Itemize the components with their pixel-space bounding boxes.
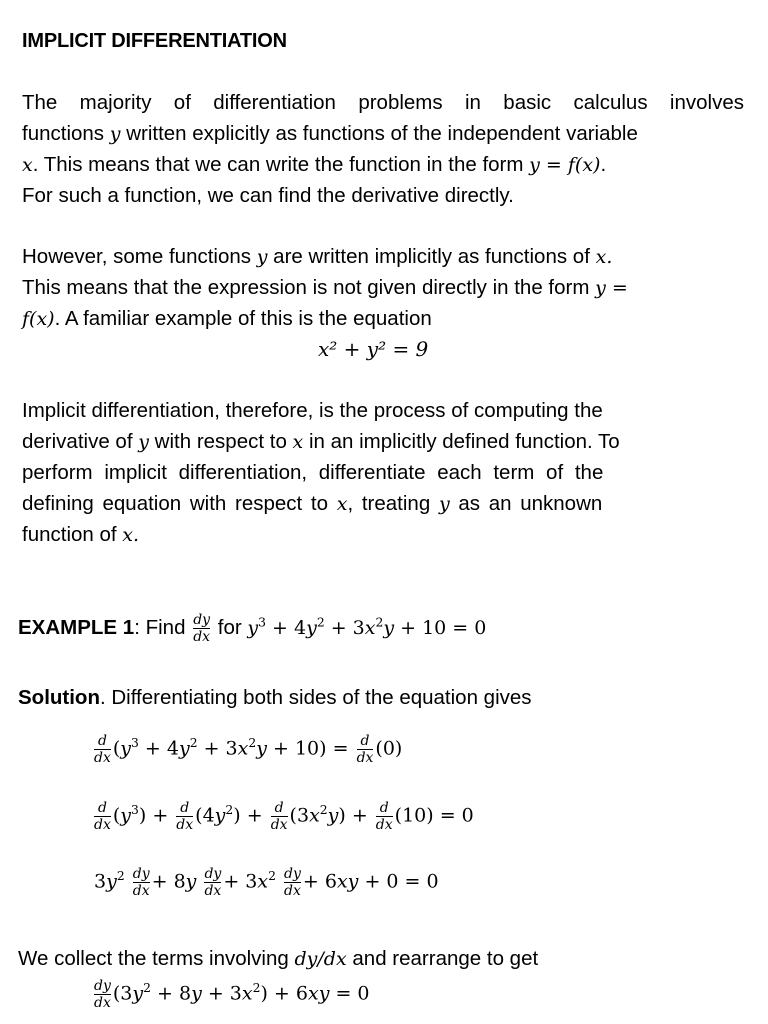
- d-dx-fraction: [94, 800, 111, 833]
- collect-text-a: We collect the terms involving: [18, 947, 289, 970]
- solution-text: . Differentiating both sides of the equation gives: [99, 686, 532, 709]
- final-equation: $\frac{dy}{dx}$ $(3y^2 + 8y + 3x^2) + 6xy = 0$: [94, 978, 370, 1011]
- para2-line3-text: . A familiar example of this is the equation: [54, 307, 432, 330]
- fraction-numerator: dy: [284, 866, 301, 882]
- step3-equation: $3y^2$ $\frac{dy}{dx}$ + 8y $\frac{dy}{dx}$ + $3x^2$ $\frac{dy}{dx}$ + 6xy + 0 = 0: [94, 866, 439, 899]
- math-dy-dx: dy/dx: [294, 948, 347, 970]
- math-y: y: [138, 431, 149, 453]
- para3-line4-text-a: defining equation with respect to: [22, 492, 329, 515]
- para3-line4-text-c: as an unknown: [458, 492, 603, 515]
- para2-line2: [22, 276, 628, 300]
- para3-line5: [22, 523, 139, 547]
- math-x: x: [336, 493, 348, 515]
- fraction-denominator: dx: [94, 817, 111, 833]
- fraction-numerator: dy: [193, 612, 211, 628]
- example-for-text: for: [217, 615, 242, 639]
- page-title: IMPLICIT DIFFERENTIATION: [22, 30, 287, 52]
- math-x: x: [22, 154, 33, 176]
- fraction-denominator: dx: [132, 883, 150, 899]
- para1-line4-text: For such a function, we can find the derivative directly.: [22, 184, 514, 207]
- fraction-numerator: d: [97, 733, 107, 749]
- d-dx-fraction: [94, 733, 111, 766]
- solution-line: [18, 686, 532, 710]
- para2-line2-text: This means that the expression is not given directly in the form: [22, 276, 590, 299]
- example-line: EXAMPLE 1: Find $\frac{dy}{dx}$ for $y^3 + 4y^2 + 3x^2y + 10 = 0$: [18, 612, 487, 645]
- d-dx-fraction: [357, 733, 374, 766]
- math-y: y: [438, 493, 450, 515]
- para3-line4: [22, 492, 602, 516]
- para3-line1-text: Implicit differentiation, therefore, is the process of computing the: [22, 399, 603, 422]
- para2-line1-text-a: However, some functions: [22, 245, 252, 268]
- para2-line1: [22, 245, 744, 269]
- math-y-eq: y =: [595, 277, 628, 299]
- para3-line1: [22, 399, 603, 423]
- para2-line1-text-b: are written implicitly as functions of: [273, 245, 590, 268]
- fraction-numerator: d: [274, 800, 284, 816]
- circle-equation: [318, 337, 428, 361]
- math-x: x.: [595, 246, 613, 268]
- fraction-denominator: dx: [284, 883, 301, 899]
- example-find-text: : Find: [134, 615, 186, 639]
- fraction-denominator: dx: [94, 995, 111, 1011]
- math-fx: f(x): [22, 308, 55, 330]
- para1-line2-text-b: written explicitly as functions of the independent variable: [126, 122, 638, 145]
- para1-line3-text: . This means that we can write the function in the form: [32, 153, 524, 176]
- dy-dx-fraction: [94, 978, 111, 1011]
- dy-dx-fraction: [133, 866, 150, 899]
- dy-dx-fraction: [193, 612, 210, 645]
- fraction-denominator: dx: [356, 750, 374, 766]
- para1-line3: x. This means that we can write the function in the form y = f(x).: [22, 153, 607, 176]
- fraction-numerator: dy: [132, 866, 150, 882]
- para1-line4: [22, 184, 514, 208]
- d-dx-fraction: [376, 800, 393, 833]
- math-x: x.: [122, 524, 140, 546]
- para2-line3: [22, 307, 432, 331]
- para3-line3: [22, 461, 603, 485]
- fraction-numerator: d: [180, 800, 190, 816]
- para1-line1: [22, 91, 744, 115]
- step1-equation: $\frac{d}{dx}$ $(y^3 + 4y^2 + 3x^2y + 10)$ = $\frac{d}{dx}$ (0): [94, 733, 403, 766]
- solution-label: Solution: [18, 686, 100, 709]
- collect-line: [18, 947, 538, 971]
- fraction-denominator: dx: [176, 817, 194, 833]
- para3-line2-text-b: with respect to: [154, 430, 287, 453]
- example-label: EXAMPLE 1: [18, 615, 135, 639]
- fraction-numerator: dy: [204, 866, 222, 882]
- para3-line4-text-b: , treating: [347, 492, 431, 515]
- fraction-numerator: d: [360, 733, 370, 749]
- d-dx-fraction: [176, 800, 193, 833]
- d-dx-fraction: [271, 800, 288, 833]
- math-x: x: [292, 431, 304, 453]
- para3-line2-text-c: in an implicitly defined function. To: [308, 430, 620, 453]
- fraction-numerator: d: [97, 800, 107, 816]
- fraction-denominator: dx: [94, 750, 111, 766]
- step2-equation: $\frac{d}{dx}$ $(y^3)$ + $\frac{d}{dx}$ $(4y^2)$ + $\frac{d}{dx}$ $(3x^2y)$ + $\frac{d}{dx}$ (10) = 0: [94, 800, 474, 833]
- fraction-numerator: dy: [94, 978, 111, 994]
- math-y-eq-fx: y = f(x): [529, 154, 601, 176]
- collect-text-b: and rearrange to get: [352, 947, 539, 970]
- fraction-denominator: dx: [204, 883, 222, 899]
- fraction-denominator: dx: [375, 817, 393, 833]
- dy-dx-fraction: [204, 866, 221, 899]
- math-y: y: [109, 123, 121, 145]
- fraction-denominator: dx: [270, 817, 288, 833]
- dy-dx-fraction: [284, 866, 301, 899]
- fraction-denominator: dx: [193, 629, 211, 645]
- para1-line2: [22, 122, 638, 146]
- para3-line2-text-a: derivative of: [22, 430, 133, 453]
- para3-line3-text: perform implicit differentiation, differentiate each term of the: [22, 461, 604, 484]
- para3-line5-text: function of: [22, 523, 117, 546]
- para1-line2-text-a: functions: [22, 122, 105, 145]
- para1-line1-text: The majority of differentiation problems in basic calculus involves: [22, 91, 744, 114]
- para3-line2: [22, 430, 620, 454]
- circle-equation-text: x² + y² = 9: [318, 337, 429, 361]
- fraction-numerator: d: [379, 800, 389, 816]
- math-y: y: [256, 246, 268, 268]
